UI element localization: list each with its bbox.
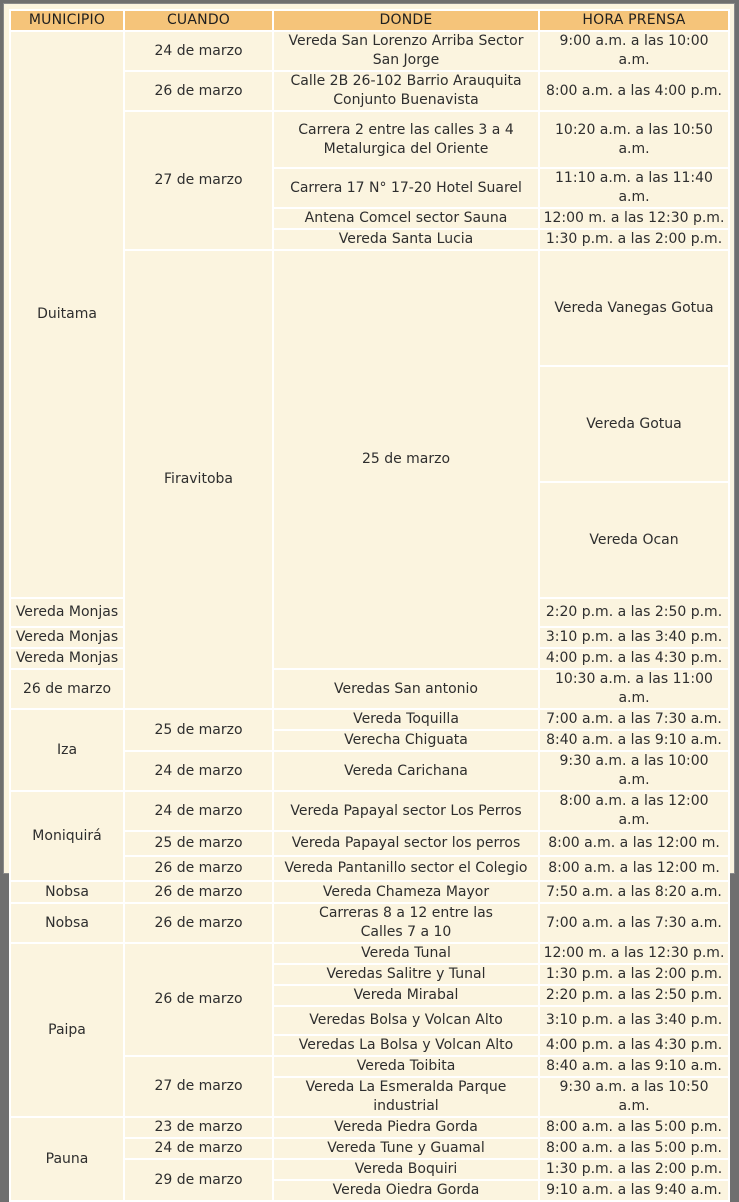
hora-prensa-cell: 7:00 a.m. a las 7:30 a.m. — [539, 903, 729, 943]
donde-cell — [273, 208, 539, 229]
table-row — [10, 881, 729, 903]
hora-prensa-cell: 12:00 m. a las 12:30 p.m. — [539, 208, 729, 229]
cuando-cell: 26 de marzo — [124, 71, 273, 111]
donde-line: Veredas Bolsa y Volcan Alto — [309, 1012, 503, 1028]
hora-prensa-cell: 8:00 a.m. a las 4:00 p.m. — [539, 71, 729, 111]
donde-cell — [273, 669, 539, 709]
donde-line: Vereda Carichana — [344, 762, 468, 779]
donde-cell — [273, 709, 539, 730]
donde-line: Carrera 17 N° 17-20 Hotel Suarel — [290, 179, 522, 196]
donde-line: Vereda Pantanillo sector el Colegio — [284, 860, 528, 876]
donde-line: Vereda San Lorenzo Arriba Sector — [288, 33, 524, 49]
donde-cell — [273, 964, 539, 985]
schedule-frame — [4, 4, 734, 1198]
cuando-cell: 26 de marzo — [124, 856, 273, 881]
donde-line: Vereda Boquiri — [354, 1161, 458, 1177]
cuando-cell: 25 de marzo — [273, 250, 539, 669]
cuando-cell: 26 de marzo — [124, 903, 273, 943]
donde-line: Veredas La Bolsa y Volcan Alto — [298, 1037, 514, 1053]
donde-cell — [273, 791, 539, 831]
hora-prensa-cell: 1:30 p.m. a las 2:00 p.m. — [539, 964, 729, 985]
donde-line: Vereda Piedra Gorda — [334, 1119, 478, 1135]
donde-line: Vereda Monjas — [15, 604, 119, 620]
hora-prensa-cell: 8:00 a.m. a las 5:00 p.m. — [539, 1138, 729, 1159]
municipio-cell: Pauna — [10, 1117, 124, 1201]
municipio-cell: Firavitoba — [124, 250, 273, 709]
hora-prensa-cell: 1:30 p.m. a las 2:00 p.m. — [539, 229, 729, 250]
donde-line: Vereda Toibita — [356, 1058, 456, 1074]
hora-prensa-cell: 4:00 p.m. a las 4:30 p.m. — [539, 1035, 729, 1056]
header-row — [10, 10, 729, 31]
table-row — [10, 791, 729, 831]
hora-prensa-cell: 1:30 p.m. a las 2:00 p.m. — [539, 1159, 729, 1180]
donde-cell — [539, 250, 729, 366]
cuando-cell: 24 de marzo — [124, 791, 273, 831]
hora-prensa-cell: 12:00 m. a las 12:30 p.m. — [539, 943, 729, 964]
hora-prensa-cell: 10:20 a.m. a las 10:50 a.m. — [539, 111, 729, 168]
donde-cell — [273, 856, 539, 881]
donde-line: Vereda Monjas — [15, 629, 119, 645]
cuando-cell: 27 de marzo — [124, 1056, 273, 1117]
hora-prensa-cell: 8:00 a.m. a las 5:00 p.m. — [539, 1117, 729, 1138]
municipio-cell: Moniquirá — [10, 791, 124, 881]
donde-cell — [273, 881, 539, 903]
donde-line: Vereda Tune y Guamal — [327, 1140, 485, 1156]
header-donde: DONDE — [273, 10, 539, 31]
donde-line: Carrera 2 entre las calles 3 a 4 — [298, 121, 514, 138]
header-cuando: CUANDO — [124, 10, 273, 31]
hora-prensa-cell: 7:00 a.m. a las 7:30 a.m. — [539, 709, 729, 730]
header-hora-prensa: HORA PRENSA — [539, 10, 729, 31]
hora-prensa-cell: 10:30 a.m. a las 11:00 a.m. — [539, 669, 729, 709]
cuando-cell: 25 de marzo — [124, 831, 273, 856]
donde-cell — [273, 903, 539, 943]
donde-cell — [10, 598, 124, 627]
cuando-cell: 23 de marzo — [124, 1117, 273, 1138]
cuando-cell: 26 de marzo — [124, 881, 273, 903]
donde-line: Vereda Gotua — [586, 415, 682, 432]
donde-cell — [273, 71, 539, 111]
hora-prensa-cell: 8:00 a.m. a las 12:00 m. — [539, 856, 729, 881]
donde-line: Vereda Tunal — [361, 945, 451, 961]
donde-line: Vereda Ocan — [589, 531, 679, 548]
donde-line: Vereda Papayal sector los perros — [291, 835, 521, 851]
donde-cell — [273, 831, 539, 856]
hora-prensa-cell: 9:30 a.m. a las 10:00 a.m. — [539, 751, 729, 791]
donde-cell — [273, 31, 539, 71]
donde-cell — [273, 229, 539, 250]
cuando-cell: 26 de marzo — [10, 669, 124, 709]
hora-prensa-cell: 9:10 a.m. a las 9:40 a.m. — [539, 1180, 729, 1201]
donde-cell — [273, 1180, 539, 1201]
municipio-cell: Paipa — [10, 943, 124, 1117]
hora-prensa-cell: 2:20 p.m. a las 2:50 p.m. — [539, 985, 729, 1006]
donde-cell — [539, 482, 729, 598]
donde-cell — [273, 1006, 539, 1035]
cuando-cell: 24 de marzo — [124, 31, 273, 71]
hora-prensa-cell: 2:20 p.m. a las 2:50 p.m. — [539, 598, 729, 627]
municipio-cell: Nobsa — [10, 903, 124, 943]
donde-line: Calles 7 a 10 — [360, 924, 452, 940]
municipio-cell: Duitama — [10, 31, 124, 598]
hora-prensa-cell: 3:10 p.m. a las 3:40 p.m. — [539, 627, 729, 648]
hora-prensa-cell: 11:10 a.m. a las 11:40 a.m. — [539, 168, 729, 208]
table-row — [10, 1117, 729, 1138]
donde-line: industrial — [373, 1098, 439, 1114]
donde-line: Veredas San antonio — [334, 680, 478, 697]
hora-prensa-cell: 8:00 a.m. a las 12:00 a.m. — [539, 791, 729, 831]
cuando-cell: 26 de marzo — [124, 943, 273, 1056]
donde-line: Vereda Oiedra Gorda — [332, 1182, 480, 1198]
donde-line: Metalurgica del Oriente — [323, 140, 489, 157]
municipio-cell: Iza — [10, 709, 124, 791]
donde-cell — [273, 1138, 539, 1159]
hora-prensa-cell: 8:40 a.m. a las 9:10 a.m. — [539, 730, 729, 751]
donde-cell — [10, 648, 124, 669]
donde-line: Vereda Toquilla — [353, 711, 459, 727]
donde-cell — [273, 1077, 539, 1117]
donde-cell — [273, 168, 539, 208]
cuando-cell: 24 de marzo — [124, 1138, 273, 1159]
donde-line: Conjunto Buenavista — [333, 92, 479, 108]
donde-cell — [273, 985, 539, 1006]
donde-line: Vereda Santa Lucia — [338, 231, 474, 247]
donde-cell — [539, 366, 729, 482]
header-municipio: MUNICIPIO — [10, 10, 124, 31]
donde-cell — [273, 730, 539, 751]
donde-cell — [273, 1117, 539, 1138]
hora-prensa-cell: 3:10 p.m. a las 3:40 p.m. — [539, 1006, 729, 1035]
donde-cell — [273, 751, 539, 791]
cuando-cell: 25 de marzo — [124, 709, 273, 751]
donde-line: Veredas Salitre y Tunal — [326, 966, 486, 982]
donde-cell — [273, 943, 539, 964]
donde-line: Vereda Chameza Mayor — [322, 883, 490, 900]
donde-line: Vereda Mirabal — [353, 987, 459, 1003]
table-row — [10, 31, 729, 71]
donde-line: Verecha Chiguata — [344, 732, 468, 748]
donde-line: Calle 2B 26-102 Barrio Arauquita — [290, 73, 522, 89]
hora-prensa-cell: 8:00 a.m. a las 12:00 m. — [539, 831, 729, 856]
cuando-cell: 24 de marzo — [124, 751, 273, 791]
donde-line: San Jorge — [372, 52, 440, 68]
table-row — [10, 903, 729, 943]
donde-cell — [273, 1159, 539, 1180]
hora-prensa-cell: 7:50 a.m. a las 8:20 a.m. — [539, 881, 729, 903]
table-row — [10, 943, 729, 964]
hora-prensa-cell: 8:40 a.m. a las 9:10 a.m. — [539, 1056, 729, 1077]
table-row — [10, 669, 729, 709]
donde-line: Antena Comcel sector Sauna — [304, 210, 508, 226]
donde-line: Vereda Monjas — [15, 650, 119, 666]
donde-line: Vereda La Esmeralda Parque — [305, 1079, 507, 1095]
schedule-table — [9, 9, 730, 1202]
municipio-cell: Nobsa — [10, 881, 124, 903]
donde-line: Carreras 8 a 12 entre las — [319, 905, 493, 921]
hora-prensa-cell: 9:00 a.m. a las 10:00 a.m. — [539, 31, 729, 71]
hora-prensa-cell: 9:30 a.m. a las 10:50 a.m. — [539, 1077, 729, 1117]
donde-cell — [273, 1056, 539, 1077]
donde-line: Vereda Papayal sector Los Perros — [290, 802, 522, 819]
donde-cell — [273, 111, 539, 168]
donde-cell — [273, 1035, 539, 1056]
donde-cell — [10, 627, 124, 648]
schedule-body — [10, 31, 729, 1201]
donde-line: Vereda Vanegas Gotua — [554, 299, 714, 316]
hora-prensa-cell: 4:00 p.m. a las 4:30 p.m. — [539, 648, 729, 669]
table-row — [10, 709, 729, 730]
cuando-cell: 27 de marzo — [124, 111, 273, 250]
cuando-cell: 29 de marzo — [124, 1159, 273, 1201]
